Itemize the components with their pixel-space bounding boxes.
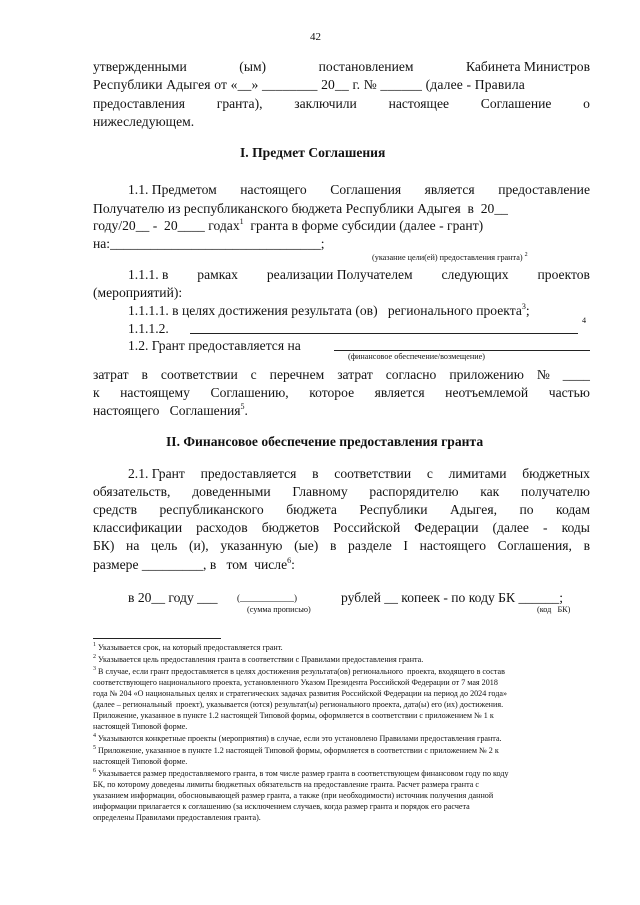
word: Соглашения [330, 182, 402, 197]
word: классификации [93, 520, 183, 535]
p12: 1.2. Грант предоставляется на [128, 338, 301, 353]
footnote-line [93, 666, 598, 677]
footnote [93, 642, 598, 653]
word: распорядителю [369, 484, 459, 499]
footnote-text: Указывается цель предоставления гранта в соответствии с Правилами предоставления гранта. [98, 655, 424, 664]
word: (ые) [294, 538, 319, 553]
s2-line-5 [93, 537, 590, 555]
p1-line-4: на:_______________________________; [93, 236, 325, 251]
p1-line-1 [128, 181, 590, 199]
section2-title: II. Финансовое обеспечение предоставления гранта [166, 434, 484, 449]
footnote-ref-6: 6 [287, 556, 292, 565]
footnote-line [93, 733, 598, 744]
footnote-line [93, 642, 598, 653]
footnote-text: Приложение, указанное в пункте 1.2 настоящей Типовой формы, оформляется в соответствии с приложением № 2 к [98, 746, 499, 755]
word: цель [151, 538, 178, 553]
word: согласно [385, 367, 437, 382]
word: с [426, 466, 433, 481]
amount-paren-blank: (____________) [237, 593, 297, 603]
footnote-line [93, 779, 598, 790]
footnote-line [93, 688, 598, 699]
word: настоящее [388, 96, 450, 111]
footnote-text: настоящей Типовой форме. [93, 757, 188, 766]
s2-line-4 [93, 519, 590, 537]
word: указанную [220, 538, 283, 553]
p111-line-1 [128, 266, 590, 284]
p1-caption [372, 253, 528, 263]
word: доведенными [192, 484, 271, 499]
word: заключили [294, 96, 357, 111]
word: с [250, 367, 257, 382]
footnote-number: 1 [93, 642, 96, 648]
word: Адыгея, [450, 502, 497, 517]
word: проектов [537, 267, 590, 282]
p1111-text: 1.1.1.1. в целях достижения результата (ов) регионального проекта [128, 303, 522, 318]
word: 2.1. Грант [128, 466, 185, 481]
word: получателю [521, 484, 590, 499]
s2-line-3 [93, 501, 590, 519]
intro-line-3 [93, 95, 590, 113]
word: средств [93, 502, 137, 517]
p1-line-3-a: году/20__ - 20____ годах [93, 218, 240, 233]
footnote-line [93, 756, 598, 767]
p1-line-3 [93, 217, 483, 235]
footnote-line [93, 745, 598, 756]
footnote-number: 2 [93, 654, 96, 660]
word: Республики [359, 502, 428, 517]
word: Российской [333, 520, 401, 535]
word: как [480, 484, 500, 499]
footnote-ref-5: 5 [240, 402, 245, 411]
footnotes [93, 642, 598, 824]
page-number: 42 [310, 31, 321, 43]
s2-line-6 [93, 556, 295, 574]
s2-line-6-colon: : [291, 557, 295, 572]
footnote-line [93, 790, 598, 801]
p1-caption-text: (указание цели(ей) предоставления гранта) [372, 253, 523, 262]
footnote-ref-3: 3 [521, 302, 526, 311]
footnote-text: Указываются конкретные проекты (мероприятия) в случае, если это установлено Правилами предоставления гранта. [98, 734, 502, 743]
p1-line-2: Получателю из республиканского бюджета Республики Адыгея в 20__ [93, 201, 508, 216]
word: предоставления [93, 96, 186, 111]
footnote-text: Указывается размер предоставляемого гранта, в том числе размер гранта в соответствующем финансовом году по коду [98, 769, 509, 778]
word: гранта), [216, 96, 263, 111]
word: в [312, 466, 319, 481]
word: приложению [449, 367, 524, 382]
word: Кабинета Министров [465, 59, 590, 74]
word: настоящего [240, 182, 307, 197]
footnote-text: определены Правилами предоставления гранта). [93, 813, 261, 822]
footnote [93, 666, 598, 732]
s2-line-2 [93, 483, 590, 501]
p12-caption: (финансовое обеспечение/возмещение) [348, 352, 485, 361]
word: перечнем [269, 367, 325, 382]
word: является [374, 385, 425, 400]
footnote-text: настоящей Типовой форме. [93, 722, 188, 731]
footnote-line [93, 699, 598, 710]
word: бюджетов [261, 520, 320, 535]
p12-blank-line [334, 350, 590, 351]
p12-line-4: настоящего Соглашения$^5$. [93, 402, 248, 418]
word: настоящего [419, 538, 487, 553]
footnote-number: 4 [93, 733, 96, 739]
word: утвержденными [93, 59, 187, 74]
footnote-number: 6 [93, 768, 96, 774]
footnote [93, 733, 598, 744]
word: 1.1.1. в [128, 267, 169, 282]
s2-line-6-text: размере _________, в том числе [93, 557, 288, 572]
word: 1.1. Предметом [128, 182, 217, 197]
p12-line-3 [93, 384, 590, 402]
amount-caption-sum: (сумма прописью) [247, 605, 311, 614]
word: неотъемлемой [445, 385, 529, 400]
footnote [93, 654, 598, 665]
amount-caption-code: (код БК) [537, 605, 571, 614]
p1112: 1.1.1.2. [128, 321, 169, 336]
word: в [329, 538, 337, 553]
word: Главному [292, 484, 348, 499]
word: коды [561, 520, 590, 535]
p12-line-2 [93, 366, 590, 384]
word: реализации Получателем [266, 267, 413, 282]
footnote-number: 5 [93, 745, 96, 751]
footnote-line [93, 654, 598, 665]
word: разделе [348, 538, 392, 553]
word: следующих [441, 267, 509, 282]
s2-line-1 [128, 465, 590, 483]
word: затрат [93, 367, 129, 382]
word: является [424, 182, 475, 197]
footnote-text: Указывается срок, на который предоставляется грант. [98, 643, 283, 652]
word: (и), [188, 538, 209, 553]
word: Соглашению, [210, 385, 289, 400]
p111-line-2: (мероприятий): [93, 285, 183, 300]
word: обязательств, [93, 484, 171, 499]
p1-line-3-b: гранта в форме субсидии (далее - грант) [243, 218, 484, 233]
footnote-text: указанием информации, обосновывающей размер гранта, а также (при необходимости) источник получения данной [93, 791, 494, 800]
word: I [403, 538, 408, 553]
footnote-text: соответствующего национального проекта, установленного Указом Президента Российской Федерации от 7 мая 2018 [93, 678, 498, 687]
word: - [543, 520, 548, 535]
footnote-text: Приложение, указанное в пункте 1.2 настоящей Типовой формы, оформляется в соответствии с приложением № 1 к [93, 711, 494, 720]
intro-line-4: нижеследующем. [93, 114, 195, 129]
footnote-text: БК, по которому доведены лимиты бюджетных обязательств на предоставление гранта. Расчет размера гранта с [93, 780, 479, 789]
word: соответствии [334, 466, 412, 481]
word: постановлением [318, 59, 414, 74]
footnote-text: В случае, если грант предоставляется в целях достижения результата(ов) регионального проекта, входящего в состав [98, 667, 505, 676]
word: затрат [337, 367, 373, 382]
footnote [93, 768, 598, 823]
footnote-line [93, 801, 598, 812]
amount-line-start: в 20__ году ___ [128, 590, 218, 605]
word: рамках [197, 267, 238, 282]
word: кодам [556, 502, 590, 517]
word: (ым) [239, 59, 267, 74]
word: частью [548, 385, 590, 400]
word: расходов [196, 520, 248, 535]
word: на [126, 538, 140, 553]
footnote-ref-1: 1 [239, 217, 244, 226]
footnote-line [93, 677, 598, 688]
word: лимитами [448, 466, 507, 481]
footnote-number: 3 [93, 666, 96, 672]
footnote-text: года № 204 «О национальных целях и стратегических задачах развития Российской Федерации на период до 2024 года» [93, 689, 507, 698]
section1-title: I. Предмет Соглашения [240, 145, 386, 160]
word: в [583, 538, 590, 553]
word: предоставление [498, 182, 590, 197]
word: бюджетных [522, 466, 590, 481]
word: в [141, 367, 148, 382]
word: к [93, 385, 100, 400]
footnote-text: (далее – региональный проект), указывается (ются) результат(ы) регионального проекта, дата(ы) его (их) достижения. [93, 700, 504, 709]
footnote-ref-2: 2 [524, 252, 528, 258]
word: (далее [492, 520, 529, 535]
word: предоставляется [200, 466, 297, 481]
word: настоящему [120, 385, 190, 400]
word: республиканского [159, 502, 264, 517]
intro-line-1 [93, 58, 590, 76]
word: ____ [562, 367, 590, 382]
footnote-text: информации прилагается к соглашению (за исключением случаев, когда размер гранта и порядок его расчета [93, 802, 470, 811]
footnote-line [93, 710, 598, 721]
word: бюджета [286, 502, 337, 517]
intro-line-2: Республики Адыгея от «__» ________ 20__ г. № ______ (далее - Правила [93, 77, 525, 92]
p12-line-4-text: настоящего Соглашения [93, 403, 241, 418]
p1111: 1.1.1.1. в целях достижения результата (ов) регионального проекта$^3$; [128, 302, 530, 318]
word: Соглашения, [497, 538, 572, 553]
word: о [583, 96, 590, 111]
p1112-blank-line [190, 333, 578, 334]
word: по [519, 502, 534, 517]
word: № [536, 367, 550, 382]
word: соответствии [160, 367, 238, 382]
word: БК) [93, 538, 115, 553]
footnote-separator [93, 638, 221, 639]
footnote-line [93, 768, 598, 779]
word: которое [309, 385, 355, 400]
amount-line-end: рублей __ копеек - по коду БК ______; [341, 590, 564, 605]
word: Федерации [414, 520, 479, 535]
footnote-ref-4: 4 [582, 316, 587, 325]
footnote-line [93, 721, 598, 732]
footnote-line [93, 812, 598, 823]
word: Соглашение [480, 96, 552, 111]
footnote [93, 745, 598, 767]
